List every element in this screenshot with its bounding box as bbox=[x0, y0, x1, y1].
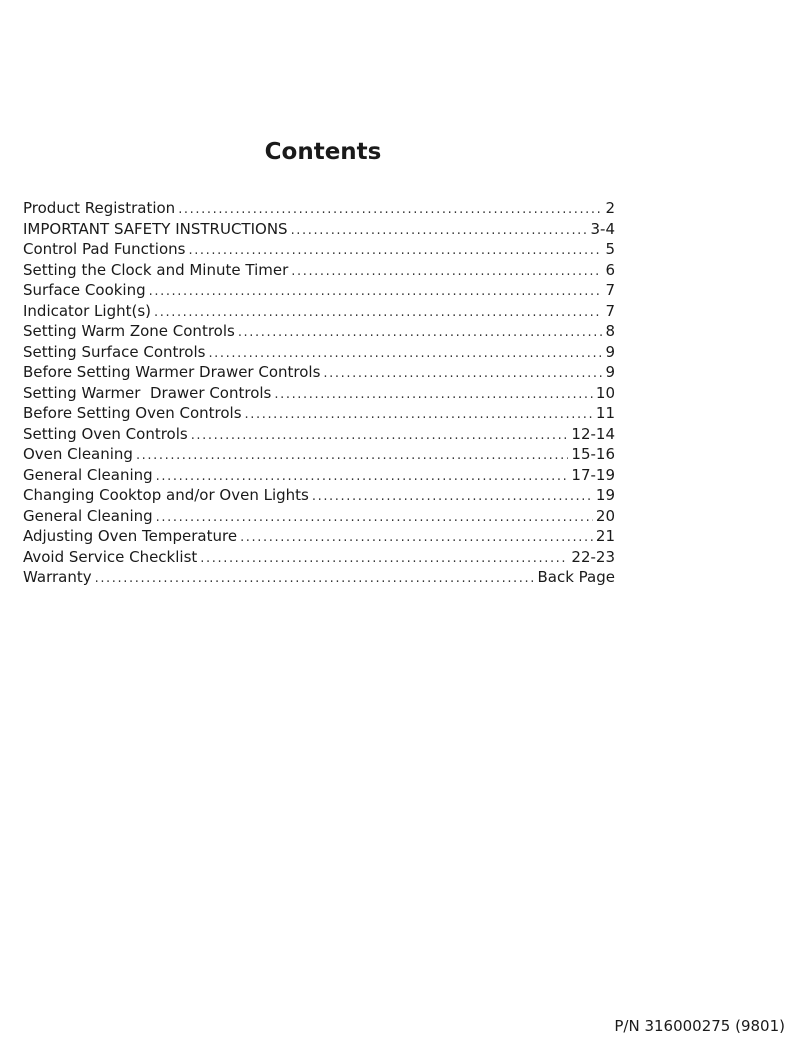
dot-leader bbox=[291, 262, 602, 281]
toc-row bbox=[23, 301, 615, 322]
toc-row bbox=[23, 506, 615, 527]
toc-entry-title: Surface Cooking bbox=[23, 281, 146, 299]
toc-entry-title: Setting Warmer Drawer Controls bbox=[23, 383, 272, 402]
toc-entry-page: 3-4 bbox=[590, 219, 615, 238]
dot-leader bbox=[149, 282, 603, 301]
dot-leader bbox=[154, 303, 602, 322]
toc-entry-page: 17-19 bbox=[571, 465, 615, 484]
toc-entry-title: IMPORTANT SAFETY INSTRUCTIONS bbox=[23, 219, 288, 238]
dot-leader bbox=[274, 385, 593, 404]
dot-leader bbox=[323, 364, 602, 383]
dot-leader bbox=[136, 446, 568, 465]
toc-row bbox=[23, 280, 615, 301]
toc-row bbox=[23, 321, 615, 342]
dot-leader bbox=[238, 323, 603, 342]
dot-leader bbox=[95, 569, 535, 588]
toc-row bbox=[23, 239, 615, 260]
toc-row bbox=[23, 547, 615, 568]
toc-entry-page: 11 bbox=[595, 404, 615, 422]
toc-entry-title: Control Pad Functions bbox=[23, 240, 186, 258]
toc-row bbox=[23, 383, 615, 404]
toc-entry-page: 19 bbox=[595, 486, 615, 504]
toc-row bbox=[23, 485, 615, 506]
toc-entry-title: Adjusting Oven Temperature bbox=[23, 527, 238, 545]
toc-entry-page: 20 bbox=[595, 506, 615, 525]
toc-entry-page: 6 bbox=[605, 260, 615, 279]
dot-leader bbox=[245, 405, 593, 424]
dot-leader bbox=[200, 549, 568, 568]
dot-leader bbox=[156, 508, 593, 527]
toc-entry-page: 22-23 bbox=[571, 547, 615, 566]
toc-row bbox=[23, 424, 615, 445]
toc-row bbox=[23, 362, 615, 383]
part-number: P/N 316000275 (9801) bbox=[614, 1017, 785, 1035]
toc-entry-page: 8 bbox=[605, 322, 615, 340]
toc-row bbox=[23, 198, 615, 219]
toc-entry-title: Setting the Clock and Minute Timer bbox=[23, 260, 289, 279]
toc-row bbox=[23, 526, 615, 547]
toc-entry-page: 2 bbox=[605, 199, 615, 217]
toc-entry-page: 12-14 bbox=[571, 424, 615, 443]
toc-entry-page: 5 bbox=[605, 240, 615, 258]
toc-entry-title: Before Setting Oven Controls bbox=[23, 404, 242, 422]
toc-entry-page: Back Page bbox=[537, 568, 615, 586]
dot-leader bbox=[178, 200, 602, 219]
toc-entry-page: 21 bbox=[595, 527, 615, 545]
toc-row bbox=[23, 403, 615, 424]
toc-row bbox=[23, 342, 615, 363]
dot-leader bbox=[208, 344, 602, 363]
dot-leader bbox=[312, 487, 593, 506]
dot-leader bbox=[156, 467, 569, 486]
toc-row bbox=[23, 219, 615, 240]
dot-leader bbox=[191, 426, 569, 445]
toc-row bbox=[23, 465, 615, 486]
dot-leader bbox=[240, 528, 593, 547]
toc-entry-title: General Cleaning bbox=[23, 506, 153, 525]
toc-entry-title: Warranty bbox=[23, 568, 92, 586]
toc-row bbox=[23, 444, 615, 465]
toc-entry-page: 10 bbox=[595, 383, 615, 402]
toc-row bbox=[23, 260, 615, 281]
toc-row bbox=[23, 567, 615, 588]
toc-entry-title: Setting Surface Controls bbox=[23, 342, 206, 361]
toc-entry-title: Before Setting Warmer Drawer Controls bbox=[23, 363, 321, 381]
toc-entry-title: General Cleaning bbox=[23, 465, 153, 484]
dot-leader bbox=[291, 221, 588, 240]
toc-entry-page: 9 bbox=[605, 342, 615, 361]
toc-entry-title: Setting Warm Zone Controls bbox=[23, 322, 235, 340]
page-title: Contents bbox=[264, 139, 382, 165]
toc-entry-title: Oven Cleaning bbox=[23, 445, 133, 463]
toc-entry-page: 7 bbox=[605, 301, 615, 320]
toc-entry-title: Indicator Light(s) bbox=[23, 301, 152, 320]
toc-entry-title: Setting Oven Controls bbox=[23, 424, 188, 443]
toc-entry-page: 9 bbox=[605, 363, 615, 381]
toc-entry-title: Product Registration bbox=[23, 199, 176, 217]
toc-entry-title: Changing Cooktop and/or Oven Lights bbox=[23, 486, 309, 504]
toc-entry-page: 7 bbox=[605, 281, 615, 299]
table-of-contents bbox=[23, 198, 615, 588]
toc-entry-page: 15-16 bbox=[571, 445, 615, 463]
dot-leader bbox=[188, 241, 602, 260]
toc-entry-title: Avoid Service Checklist bbox=[23, 547, 198, 566]
